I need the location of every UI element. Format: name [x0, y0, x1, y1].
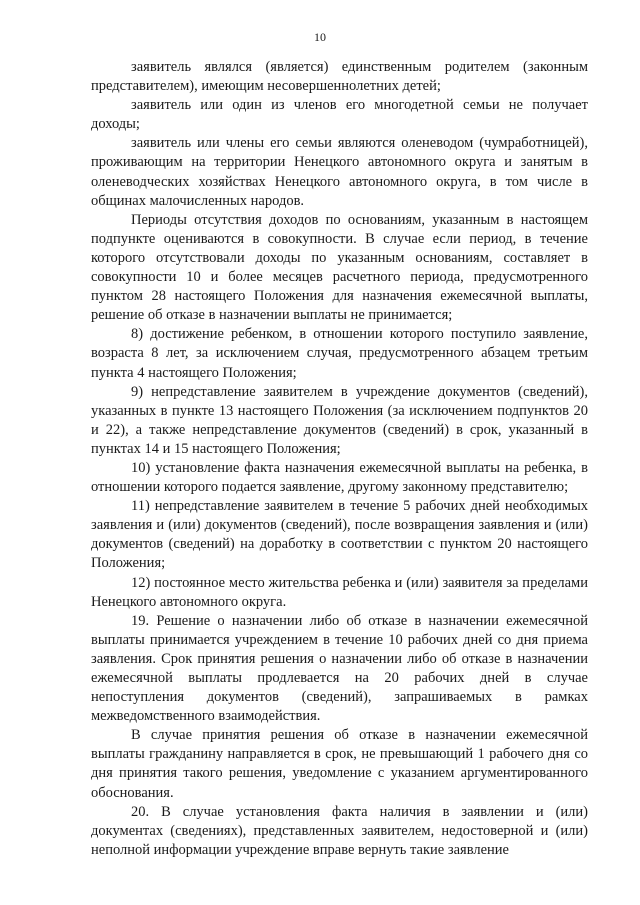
paragraph: заявитель или члены его семьи являются оленеводом (чумработницей), проживающим на территории Ненецкого автономного округа и занятым в оленеводческих хозяйствах Ненецкого автономного округа, в том числе в общинах малочисленных народов. — [91, 135, 588, 209]
paragraph: заявитель являлся (является) единственным родителем (законным представителем), имеющим несовершеннолетних детей; — [91, 59, 588, 95]
paragraph: 10) установление факта назначения ежемесячной выплаты на ребенка, в отношении которого подается заявление, другому законному представителю; — [91, 459, 588, 496]
document-body — [91, 58, 588, 860]
paragraph: 12) постоянное место жительства ребенка и (или) заявителя за пределами Ненецкого автономного округа. — [91, 574, 588, 610]
paragraph: 19. Решение о назначении либо об отказе в назначении ежемесячной выплаты принимается учреждением в течение 10 рабочих дней со дня приема заявления. Срок принятия решения о назначении либо об отказе в назначении ежемесячной выплаты продлевается на 20 рабочих дней в случае непоступления документов (сведений), запрашиваемых в рамках межведомственного взаимодействия. — [91, 612, 588, 725]
paragraph: заявитель или один из членов его многодетной семьи не получает доходы; — [91, 97, 588, 133]
paragraph: Периоды отсутствия доходов по основаниям, указанным в настоящем подпункте оцениваются в совокупности. В случае если период, в течение которого отсутствовали доходы по указанным основаниям, составляет в совокупности 10 и более месяцев расчетного периода, предусмотренного пунктом 28 настоящего Положения для назначения ежемесячной выплаты, решение об отказе в назначении выплаты не принимается; — [91, 211, 588, 324]
paragraph: 9) непредставление заявителем в учреждение документов (сведений), указанных в пункте 13 настоящего Положения (за исключением подпунктов 20 и 22), а также непредставление документов (сведений) в срок, указанный в пунктах 14 и 15 настоящего Положения; — [91, 383, 588, 457]
paragraph: В случае принятия решения об отказе в назначении ежемесячной выплаты гражданину направляется в срок, не превышающий 1 рабочего дня со дня принятия такого решения, уведомление с указанием аргументированного обоснования. — [91, 727, 588, 801]
paragraph: 20. В случае установления факта наличия в заявлении и (или) документах (сведениях), представленных заявителем, недостоверной и (или) неполной информации учреждение вправе вернуть такие заявление — [91, 803, 588, 858]
paragraph: 8) достижение ребенком, в отношении которого поступило заявление, возраста 8 лет, за исключением случая, предусмотренного абзацем третьим пункта 4 настоящего Положения; — [91, 326, 588, 381]
page-number: 10 — [314, 30, 326, 44]
paragraph: 11) непредставление заявителем в течение 5 рабочих дней необходимых заявления и (или) документов (сведений), после возвращения заявления и (или) документов (сведений) на доработку в соответствии с пунктом 20 настоящего Положения; — [91, 498, 588, 572]
